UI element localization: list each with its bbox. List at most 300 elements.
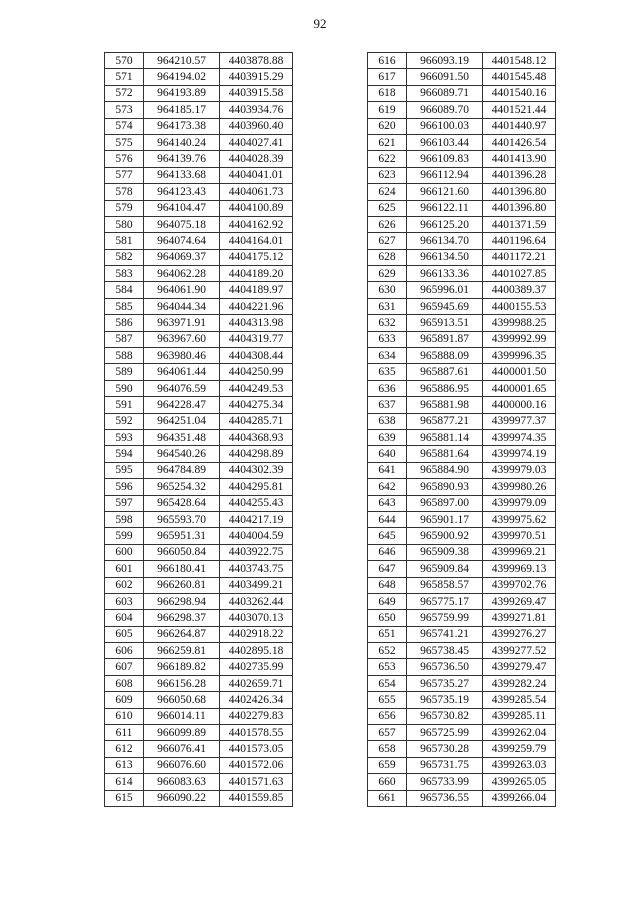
point-number-cell: 623 bbox=[368, 167, 407, 183]
y-coordinate-cell: 4401548.12 bbox=[483, 53, 556, 69]
x-coordinate-cell: 965890.93 bbox=[407, 479, 483, 495]
x-coordinate-cell: 965881.98 bbox=[407, 397, 483, 413]
table-row bbox=[368, 725, 556, 741]
table-row bbox=[105, 380, 293, 396]
table-row bbox=[105, 692, 293, 708]
x-coordinate-cell: 965736.50 bbox=[407, 659, 483, 675]
table-row bbox=[368, 692, 556, 708]
table-row bbox=[368, 331, 556, 347]
x-coordinate-cell: 966090.22 bbox=[144, 790, 220, 806]
x-coordinate-cell: 966180.41 bbox=[144, 561, 220, 577]
table-row bbox=[105, 675, 293, 691]
table-row bbox=[368, 151, 556, 167]
x-coordinate-cell: 965725.99 bbox=[407, 725, 483, 741]
y-coordinate-cell: 4403878.88 bbox=[220, 53, 293, 69]
point-number-cell: 584 bbox=[105, 282, 144, 298]
y-coordinate-cell: 4399282.24 bbox=[483, 675, 556, 691]
table-row bbox=[368, 200, 556, 216]
table-row bbox=[368, 675, 556, 691]
table-row bbox=[105, 216, 293, 232]
y-coordinate-cell: 4401172.21 bbox=[483, 249, 556, 265]
y-coordinate-cell: 4402918.22 bbox=[220, 626, 293, 642]
table-row bbox=[105, 249, 293, 265]
table-row bbox=[105, 511, 293, 527]
y-coordinate-cell: 4404217.19 bbox=[220, 511, 293, 527]
point-number-cell: 616 bbox=[368, 53, 407, 69]
point-number-cell: 649 bbox=[368, 593, 407, 609]
table-row bbox=[368, 216, 556, 232]
table-row bbox=[105, 167, 293, 183]
x-coordinate-cell: 965901.17 bbox=[407, 511, 483, 527]
table-row bbox=[368, 544, 556, 560]
y-coordinate-cell: 4399980.26 bbox=[483, 479, 556, 495]
table-row bbox=[105, 233, 293, 249]
y-coordinate-cell: 4403262.44 bbox=[220, 593, 293, 609]
x-coordinate-cell: 966121.60 bbox=[407, 184, 483, 200]
y-coordinate-cell: 4399979.09 bbox=[483, 495, 556, 511]
table-row bbox=[105, 429, 293, 445]
point-number-cell: 601 bbox=[105, 561, 144, 577]
point-number-cell: 642 bbox=[368, 479, 407, 495]
y-coordinate-cell: 4404250.99 bbox=[220, 364, 293, 380]
x-coordinate-cell: 965428.64 bbox=[144, 495, 220, 511]
y-coordinate-cell: 4399974.19 bbox=[483, 446, 556, 462]
y-coordinate-cell: 4404061.73 bbox=[220, 184, 293, 200]
table-row bbox=[368, 610, 556, 626]
y-coordinate-cell: 4399702.76 bbox=[483, 577, 556, 593]
point-number-cell: 634 bbox=[368, 348, 407, 364]
x-coordinate-cell: 965730.82 bbox=[407, 708, 483, 724]
table-row bbox=[368, 397, 556, 413]
x-coordinate-cell: 964074.64 bbox=[144, 233, 220, 249]
x-coordinate-cell: 964140.24 bbox=[144, 134, 220, 150]
y-coordinate-cell: 4399285.54 bbox=[483, 692, 556, 708]
table-row bbox=[368, 85, 556, 101]
point-number-cell: 589 bbox=[105, 364, 144, 380]
point-number-cell: 657 bbox=[368, 725, 407, 741]
table-row bbox=[105, 495, 293, 511]
y-coordinate-cell: 4399279.47 bbox=[483, 659, 556, 675]
x-coordinate-cell: 965877.21 bbox=[407, 413, 483, 429]
point-number-cell: 591 bbox=[105, 397, 144, 413]
x-coordinate-cell: 966089.70 bbox=[407, 102, 483, 118]
x-coordinate-cell: 965884.90 bbox=[407, 462, 483, 478]
x-coordinate-cell: 965881.64 bbox=[407, 446, 483, 462]
table-row bbox=[105, 85, 293, 101]
x-coordinate-cell: 965735.27 bbox=[407, 675, 483, 691]
point-number-cell: 612 bbox=[105, 741, 144, 757]
y-coordinate-cell: 4399259.79 bbox=[483, 741, 556, 757]
y-coordinate-cell: 4399969.13 bbox=[483, 561, 556, 577]
y-coordinate-cell: 4400001.50 bbox=[483, 364, 556, 380]
table-row bbox=[368, 380, 556, 396]
x-coordinate-cell: 963980.46 bbox=[144, 348, 220, 364]
point-number-cell: 645 bbox=[368, 528, 407, 544]
point-number-cell: 599 bbox=[105, 528, 144, 544]
table-row bbox=[105, 53, 293, 69]
table-row bbox=[105, 741, 293, 757]
x-coordinate-cell: 963967.60 bbox=[144, 331, 220, 347]
point-number-cell: 638 bbox=[368, 413, 407, 429]
x-coordinate-cell: 964062.28 bbox=[144, 266, 220, 282]
x-coordinate-cell: 964139.76 bbox=[144, 151, 220, 167]
x-coordinate-cell: 964044.34 bbox=[144, 298, 220, 314]
table-row bbox=[368, 561, 556, 577]
x-coordinate-cell: 965736.55 bbox=[407, 790, 483, 806]
x-coordinate-cell: 966103.44 bbox=[407, 134, 483, 150]
point-number-cell: 644 bbox=[368, 511, 407, 527]
point-number-cell: 582 bbox=[105, 249, 144, 265]
table-row bbox=[368, 495, 556, 511]
x-coordinate-cell: 964210.57 bbox=[144, 53, 220, 69]
x-coordinate-cell: 965888.09 bbox=[407, 348, 483, 364]
point-number-cell: 571 bbox=[105, 69, 144, 85]
point-number-cell: 650 bbox=[368, 610, 407, 626]
table-row bbox=[368, 184, 556, 200]
table-row bbox=[105, 134, 293, 150]
y-coordinate-cell: 4404285.71 bbox=[220, 413, 293, 429]
point-number-cell: 656 bbox=[368, 708, 407, 724]
x-coordinate-cell: 966091.50 bbox=[407, 69, 483, 85]
point-number-cell: 581 bbox=[105, 233, 144, 249]
table-row bbox=[105, 757, 293, 773]
point-number-cell: 628 bbox=[368, 249, 407, 265]
table-row bbox=[105, 397, 293, 413]
table-row bbox=[368, 577, 556, 593]
table-row bbox=[105, 282, 293, 298]
table-row bbox=[368, 757, 556, 773]
y-coordinate-cell: 4403499.21 bbox=[220, 577, 293, 593]
y-coordinate-cell: 4404295.81 bbox=[220, 479, 293, 495]
y-coordinate-cell: 4400389.37 bbox=[483, 282, 556, 298]
x-coordinate-cell: 966083.63 bbox=[144, 774, 220, 790]
x-coordinate-cell: 965951.31 bbox=[144, 528, 220, 544]
x-coordinate-cell: 965996.01 bbox=[407, 282, 483, 298]
y-coordinate-cell: 4402279.83 bbox=[220, 708, 293, 724]
table-row bbox=[105, 364, 293, 380]
x-coordinate-cell: 964104.47 bbox=[144, 200, 220, 216]
y-coordinate-cell: 4399262.04 bbox=[483, 725, 556, 741]
y-coordinate-cell: 4401413.90 bbox=[483, 151, 556, 167]
point-number-cell: 585 bbox=[105, 298, 144, 314]
x-coordinate-cell: 966133.36 bbox=[407, 266, 483, 282]
y-coordinate-cell: 4399975.62 bbox=[483, 511, 556, 527]
page-number: 92 bbox=[313, 16, 327, 31]
y-coordinate-cell: 4401540.16 bbox=[483, 85, 556, 101]
point-number-cell: 607 bbox=[105, 659, 144, 675]
y-coordinate-cell: 4399977.37 bbox=[483, 413, 556, 429]
table-row bbox=[368, 659, 556, 675]
y-coordinate-cell: 4404028.39 bbox=[220, 151, 293, 167]
y-coordinate-cell: 4404162.92 bbox=[220, 216, 293, 232]
y-coordinate-cell: 4404302.39 bbox=[220, 462, 293, 478]
point-number-cell: 639 bbox=[368, 429, 407, 445]
table-row bbox=[105, 561, 293, 577]
point-number-cell: 593 bbox=[105, 429, 144, 445]
x-coordinate-cell: 966298.37 bbox=[144, 610, 220, 626]
table-row bbox=[368, 249, 556, 265]
y-coordinate-cell: 4400001.65 bbox=[483, 380, 556, 396]
x-coordinate-cell: 966100.03 bbox=[407, 118, 483, 134]
table-row bbox=[105, 708, 293, 724]
table-row bbox=[105, 577, 293, 593]
point-number-cell: 592 bbox=[105, 413, 144, 429]
x-coordinate-cell: 966109.83 bbox=[407, 151, 483, 167]
point-number-cell: 588 bbox=[105, 348, 144, 364]
y-coordinate-cell: 4403922.75 bbox=[220, 544, 293, 560]
table-row bbox=[368, 462, 556, 478]
table-row bbox=[368, 643, 556, 659]
point-number-cell: 609 bbox=[105, 692, 144, 708]
table-row bbox=[368, 266, 556, 282]
point-number-cell: 654 bbox=[368, 675, 407, 691]
table-row bbox=[368, 282, 556, 298]
point-number-cell: 636 bbox=[368, 380, 407, 396]
table-row bbox=[105, 266, 293, 282]
y-coordinate-cell: 4403915.58 bbox=[220, 85, 293, 101]
x-coordinate-cell: 966125.20 bbox=[407, 216, 483, 232]
y-coordinate-cell: 4399265.05 bbox=[483, 774, 556, 790]
point-number-cell: 602 bbox=[105, 577, 144, 593]
point-number-cell: 595 bbox=[105, 462, 144, 478]
y-coordinate-cell: 4401396.28 bbox=[483, 167, 556, 183]
x-coordinate-cell: 965887.61 bbox=[407, 364, 483, 380]
y-coordinate-cell: 4404221.96 bbox=[220, 298, 293, 314]
x-coordinate-cell: 966076.60 bbox=[144, 757, 220, 773]
point-number-cell: 621 bbox=[368, 134, 407, 150]
y-coordinate-cell: 4404041.01 bbox=[220, 167, 293, 183]
x-coordinate-cell: 965909.38 bbox=[407, 544, 483, 560]
table-row bbox=[368, 429, 556, 445]
point-number-cell: 605 bbox=[105, 626, 144, 642]
x-coordinate-cell: 965733.99 bbox=[407, 774, 483, 790]
x-coordinate-cell: 966259.81 bbox=[144, 643, 220, 659]
x-coordinate-cell: 965738.45 bbox=[407, 643, 483, 659]
table-row bbox=[105, 446, 293, 462]
table-row bbox=[368, 708, 556, 724]
x-coordinate-cell: 966112.94 bbox=[407, 167, 483, 183]
table-row bbox=[105, 774, 293, 790]
y-coordinate-cell: 4399269.47 bbox=[483, 593, 556, 609]
y-coordinate-cell: 4400000.16 bbox=[483, 397, 556, 413]
x-coordinate-cell: 965775.17 bbox=[407, 593, 483, 609]
point-number-cell: 594 bbox=[105, 446, 144, 462]
x-coordinate-cell: 964076.59 bbox=[144, 380, 220, 396]
table-row bbox=[105, 479, 293, 495]
y-coordinate-cell: 4404027.41 bbox=[220, 134, 293, 150]
table-row bbox=[105, 102, 293, 118]
x-coordinate-cell: 966122.11 bbox=[407, 200, 483, 216]
table-row bbox=[105, 659, 293, 675]
y-coordinate-cell: 4404368.93 bbox=[220, 429, 293, 445]
table-row bbox=[368, 298, 556, 314]
table-row bbox=[368, 774, 556, 790]
point-number-cell: 615 bbox=[105, 790, 144, 806]
y-coordinate-cell: 4402735.99 bbox=[220, 659, 293, 675]
x-coordinate-cell: 964784.89 bbox=[144, 462, 220, 478]
table-row bbox=[105, 593, 293, 609]
x-coordinate-cell: 965891.87 bbox=[407, 331, 483, 347]
point-number-cell: 641 bbox=[368, 462, 407, 478]
y-coordinate-cell: 4401396.80 bbox=[483, 200, 556, 216]
x-coordinate-cell: 965900.92 bbox=[407, 528, 483, 544]
y-coordinate-cell: 4404313.98 bbox=[220, 315, 293, 331]
x-coordinate-cell: 966156.28 bbox=[144, 675, 220, 691]
y-coordinate-cell: 4403934.76 bbox=[220, 102, 293, 118]
point-number-cell: 608 bbox=[105, 675, 144, 691]
x-coordinate-cell: 965881.14 bbox=[407, 429, 483, 445]
x-coordinate-cell: 965730.28 bbox=[407, 741, 483, 757]
point-number-cell: 624 bbox=[368, 184, 407, 200]
x-coordinate-cell: 966076.41 bbox=[144, 741, 220, 757]
y-coordinate-cell: 4399271.81 bbox=[483, 610, 556, 626]
point-number-cell: 651 bbox=[368, 626, 407, 642]
x-coordinate-cell: 964228.47 bbox=[144, 397, 220, 413]
point-number-cell: 647 bbox=[368, 561, 407, 577]
x-coordinate-cell: 965945.69 bbox=[407, 298, 483, 314]
y-coordinate-cell: 4404100.89 bbox=[220, 200, 293, 216]
table-row bbox=[368, 790, 556, 806]
point-number-cell: 600 bbox=[105, 544, 144, 560]
x-coordinate-cell: 964540.26 bbox=[144, 446, 220, 462]
y-coordinate-cell: 4404275.34 bbox=[220, 397, 293, 413]
point-number-cell: 578 bbox=[105, 184, 144, 200]
point-number-cell: 587 bbox=[105, 331, 144, 347]
table-row bbox=[105, 626, 293, 642]
x-coordinate-cell: 965735.19 bbox=[407, 692, 483, 708]
point-number-cell: 640 bbox=[368, 446, 407, 462]
table-row bbox=[105, 151, 293, 167]
point-number-cell: 574 bbox=[105, 118, 144, 134]
table-row bbox=[368, 102, 556, 118]
x-coordinate-cell: 965254.32 bbox=[144, 479, 220, 495]
y-coordinate-cell: 4401521.44 bbox=[483, 102, 556, 118]
y-coordinate-cell: 4401573.05 bbox=[220, 741, 293, 757]
x-coordinate-cell: 964193.89 bbox=[144, 85, 220, 101]
point-number-cell: 619 bbox=[368, 102, 407, 118]
point-number-cell: 622 bbox=[368, 151, 407, 167]
y-coordinate-cell: 4399266.04 bbox=[483, 790, 556, 806]
y-coordinate-cell: 4399992.99 bbox=[483, 331, 556, 347]
point-number-cell: 631 bbox=[368, 298, 407, 314]
table-row bbox=[368, 511, 556, 527]
y-coordinate-cell: 4401559.85 bbox=[220, 790, 293, 806]
table-row bbox=[368, 69, 556, 85]
x-coordinate-cell: 965731.75 bbox=[407, 757, 483, 773]
point-number-cell: 583 bbox=[105, 266, 144, 282]
point-number-cell: 598 bbox=[105, 511, 144, 527]
table-row bbox=[368, 233, 556, 249]
point-number-cell: 613 bbox=[105, 757, 144, 773]
y-coordinate-cell: 4399988.25 bbox=[483, 315, 556, 331]
x-coordinate-cell: 966099.89 bbox=[144, 725, 220, 741]
point-number-cell: 658 bbox=[368, 741, 407, 757]
point-number-cell: 580 bbox=[105, 216, 144, 232]
y-coordinate-cell: 4402426.34 bbox=[220, 692, 293, 708]
point-number-cell: 643 bbox=[368, 495, 407, 511]
point-number-cell: 632 bbox=[368, 315, 407, 331]
x-coordinate-cell: 963971.91 bbox=[144, 315, 220, 331]
table-row bbox=[368, 134, 556, 150]
x-coordinate-cell: 964061.90 bbox=[144, 282, 220, 298]
table-row bbox=[105, 610, 293, 626]
y-coordinate-cell: 4404255.43 bbox=[220, 495, 293, 511]
point-number-cell: 627 bbox=[368, 233, 407, 249]
table-row bbox=[368, 364, 556, 380]
table-row bbox=[105, 331, 293, 347]
x-coordinate-cell: 964133.68 bbox=[144, 167, 220, 183]
y-coordinate-cell: 4399996.35 bbox=[483, 348, 556, 364]
coordinates-table-right bbox=[367, 52, 556, 807]
table-row bbox=[105, 298, 293, 314]
y-coordinate-cell: 4404308.44 bbox=[220, 348, 293, 364]
table-row bbox=[368, 528, 556, 544]
y-coordinate-cell: 4404189.20 bbox=[220, 266, 293, 282]
point-number-cell: 570 bbox=[105, 53, 144, 69]
table-row bbox=[105, 725, 293, 741]
x-coordinate-cell: 966050.84 bbox=[144, 544, 220, 560]
table-row bbox=[105, 544, 293, 560]
point-number-cell: 606 bbox=[105, 643, 144, 659]
point-number-cell: 637 bbox=[368, 397, 407, 413]
y-coordinate-cell: 4399285.11 bbox=[483, 708, 556, 724]
y-coordinate-cell: 4402895.18 bbox=[220, 643, 293, 659]
x-coordinate-cell: 965759.99 bbox=[407, 610, 483, 626]
x-coordinate-cell: 964075.18 bbox=[144, 216, 220, 232]
y-coordinate-cell: 4402659.71 bbox=[220, 675, 293, 691]
table-row bbox=[368, 413, 556, 429]
x-coordinate-cell: 965897.00 bbox=[407, 495, 483, 511]
x-coordinate-cell: 966014.11 bbox=[144, 708, 220, 724]
table-row bbox=[368, 53, 556, 69]
y-coordinate-cell: 4404189.97 bbox=[220, 282, 293, 298]
x-coordinate-cell: 966189.82 bbox=[144, 659, 220, 675]
x-coordinate-cell: 965741.21 bbox=[407, 626, 483, 642]
table-row bbox=[105, 184, 293, 200]
x-coordinate-cell: 964194.02 bbox=[144, 69, 220, 85]
x-coordinate-cell: 965913.51 bbox=[407, 315, 483, 331]
table-row bbox=[368, 741, 556, 757]
point-number-cell: 572 bbox=[105, 85, 144, 101]
y-coordinate-cell: 4404319.77 bbox=[220, 331, 293, 347]
y-coordinate-cell: 4399276.27 bbox=[483, 626, 556, 642]
point-number-cell: 625 bbox=[368, 200, 407, 216]
x-coordinate-cell: 966093.19 bbox=[407, 53, 483, 69]
point-number-cell: 611 bbox=[105, 725, 144, 741]
y-coordinate-cell: 4401426.54 bbox=[483, 134, 556, 150]
y-coordinate-cell: 4401396.80 bbox=[483, 184, 556, 200]
point-number-cell: 610 bbox=[105, 708, 144, 724]
point-number-cell: 633 bbox=[368, 331, 407, 347]
x-coordinate-cell: 964061.44 bbox=[144, 364, 220, 380]
point-number-cell: 596 bbox=[105, 479, 144, 495]
x-coordinate-cell: 966260.81 bbox=[144, 577, 220, 593]
table-row bbox=[368, 446, 556, 462]
y-coordinate-cell: 4404164.01 bbox=[220, 233, 293, 249]
point-number-cell: 618 bbox=[368, 85, 407, 101]
y-coordinate-cell: 4404004.59 bbox=[220, 528, 293, 544]
table-row bbox=[105, 643, 293, 659]
point-number-cell: 653 bbox=[368, 659, 407, 675]
table-row bbox=[368, 118, 556, 134]
point-number-cell: 635 bbox=[368, 364, 407, 380]
point-number-cell: 660 bbox=[368, 774, 407, 790]
table-row bbox=[105, 413, 293, 429]
point-number-cell: 579 bbox=[105, 200, 144, 216]
x-coordinate-cell: 966134.70 bbox=[407, 233, 483, 249]
table-row bbox=[105, 118, 293, 134]
point-number-cell: 590 bbox=[105, 380, 144, 396]
